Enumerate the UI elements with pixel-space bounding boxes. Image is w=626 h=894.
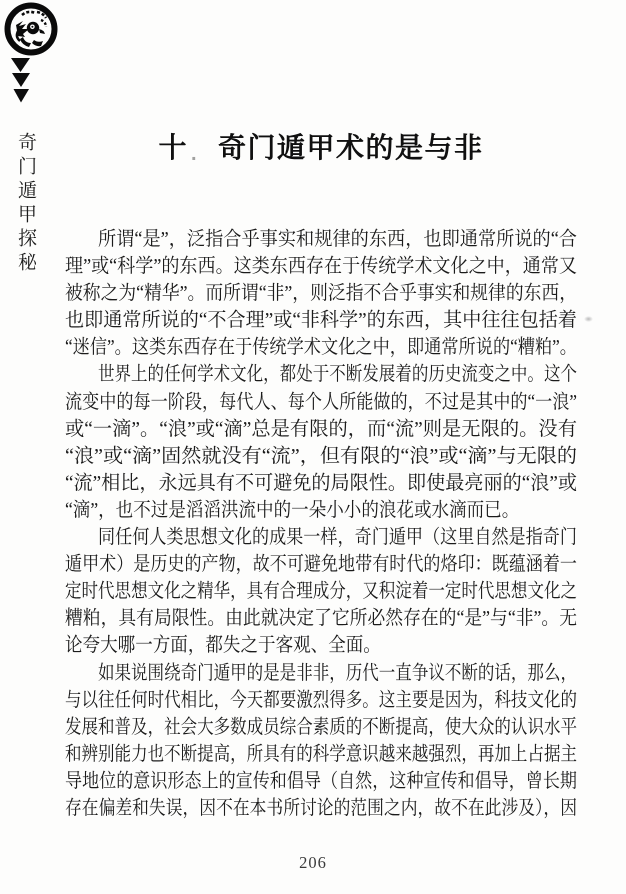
paragraph <box>65 226 577 361</box>
chapter-number: 十 <box>158 132 188 163</box>
chapter-title-text: 奇门遁甲术的是与非 <box>218 132 484 163</box>
page-number: 206 <box>299 853 327 872</box>
text-line: 存在偏差和失误，因不在本书所讨论的范围之内，故不在此涉及），因 <box>65 797 577 819</box>
paragraph <box>65 361 577 524</box>
text-line: 或“一滴”。“浪”或“滴”总是有限的，而“流”则是无限的。没有 <box>65 418 577 440</box>
text-line: 遁甲术）是历史的产物，故不可避免地带有时代的烙印：既蕴涵着一 <box>65 554 577 576</box>
text-line: 也即通常所说的“不合理”或“非科学”的东西，其中往往包括着 <box>65 310 577 332</box>
paragraph <box>65 524 577 659</box>
three-down-triangles-icon <box>10 57 32 107</box>
body-text <box>65 226 577 822</box>
paragraph <box>65 660 577 823</box>
text-line: 如果说围绕奇门遁甲的是是非非，历代一直争议不断的话，那么， <box>98 662 577 684</box>
text-line: 世界上的任何学术文化，都处于不断发展着的历史流变之中。这个 <box>98 364 577 386</box>
book-title-vertical: 奇门遁甲探秘 <box>15 132 36 276</box>
text-line: 糟粕，具有局限性。由此就决定了它所必然存在的“是”与“非”。无 <box>65 608 577 630</box>
text-line: 被称之为“精华”。而所谓“非”，则泛指不合乎事实和规律的东西， <box>65 283 577 305</box>
text-line: 导地位的意识形态上的宣传和倡导（自然，这种宣传和倡导，曾长期 <box>65 770 577 792</box>
text-line: 论夸大哪一方面，都失之于客观、全面。 <box>65 635 381 657</box>
text-line: “滴”，也不过是滔滔洪流中的一朵小小的浪花或水滴而已。 <box>65 499 520 521</box>
chapter-heading <box>65 126 577 166</box>
text-line: 同任何人类思想文化的成果一样，奇门遁甲（这里自然是指奇门 <box>98 527 577 549</box>
chapter-number-dot: . <box>190 143 199 165</box>
scan-artifact <box>584 316 593 322</box>
text-line: 发展和普及，社会大多数成员综合素质的不断提高，使大众的认识水平 <box>65 716 577 738</box>
text-line: “流”相比，永远具有不可避免的局限性。即使最亮丽的“浪”或 <box>65 472 577 494</box>
text-line: 与以往任何时代相比，今天都要激烈得多。这主要是因为，科技文化的 <box>65 689 577 711</box>
text-line: “浪”或“滴”固然就没有“流”，但有限的“浪”或“滴”与无限的 <box>65 445 577 467</box>
text-line: 定时代思想文化之精华，具有合理成分，又积淀着一定时代思想文化之 <box>65 581 577 603</box>
text-line: 和辨别能力也不断提高，所具有的科学意识越来越强烈，再加上占据主 <box>65 743 577 765</box>
text-line: 所谓“是”，泛指合乎事实和规律的东西，也即通常所说的“合 <box>98 229 577 250</box>
dragon-seal-icon <box>4 2 58 56</box>
text-line: 流变中的每一阶段，每代人、每个人所能做的，不过是其中的“一浪” <box>65 391 577 413</box>
text-line: “迷信”。这类东西存在于传统学术文化之中，即通常所说的“糟粕”。 <box>65 337 577 359</box>
text-line: 理”或“科学”的东西。这类东西存在于传统学术文化之中，通常又 <box>65 256 577 278</box>
